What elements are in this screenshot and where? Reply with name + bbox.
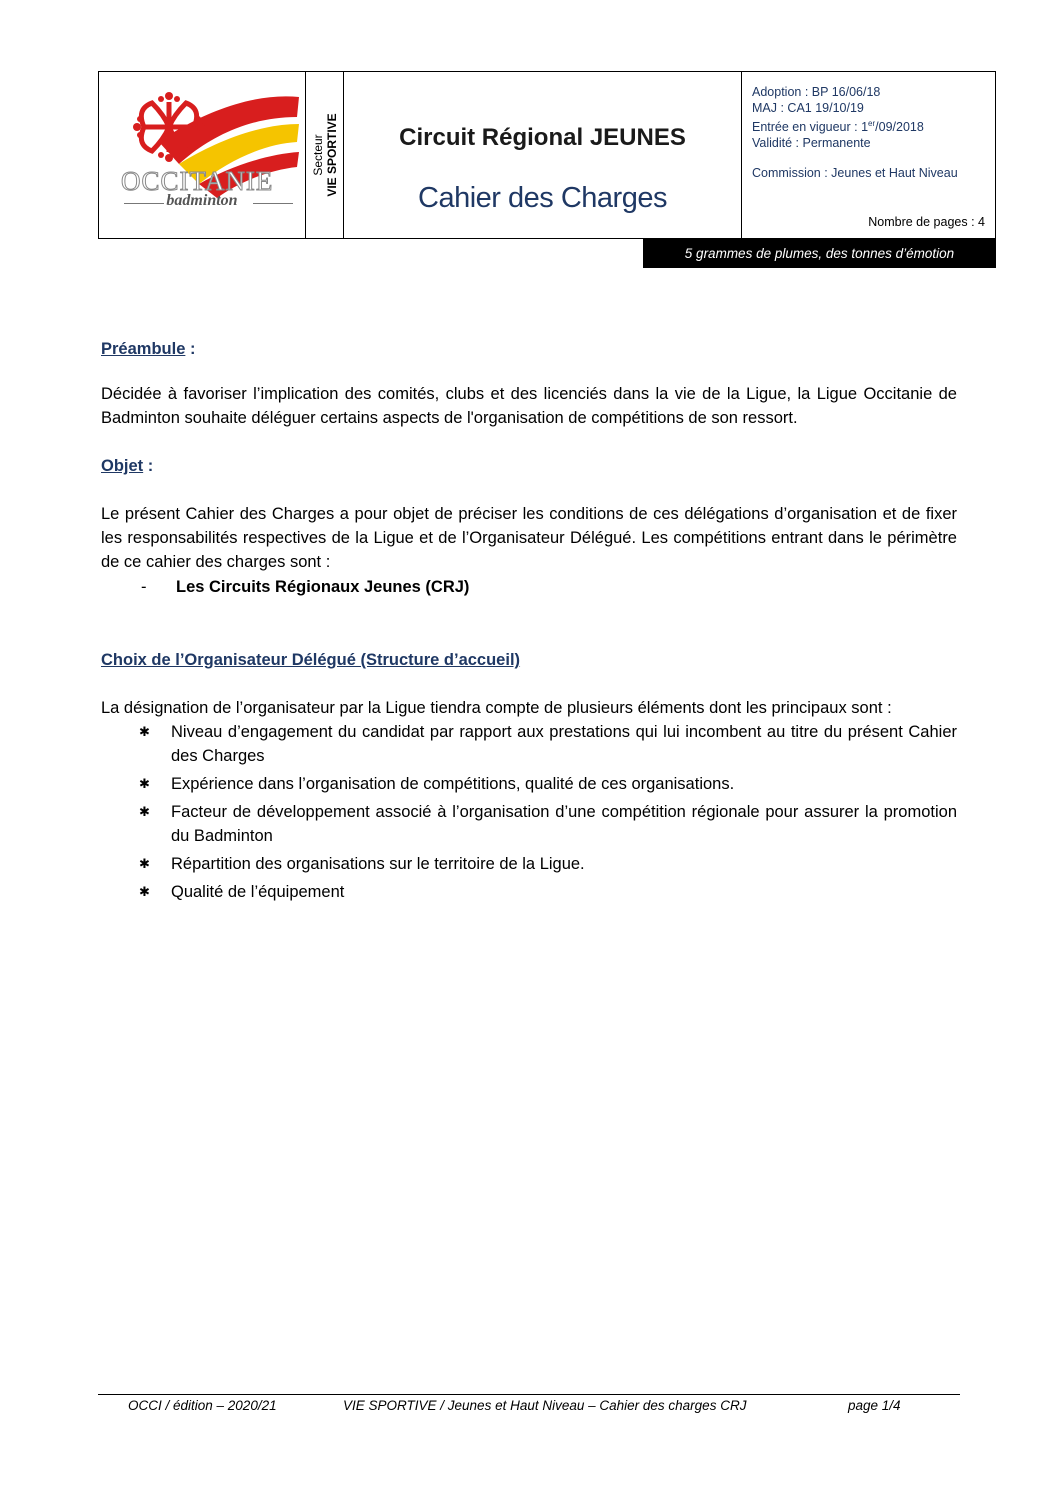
maj-line: MAJ : CA1 19/10/19 bbox=[752, 101, 864, 115]
dash-marker: - bbox=[141, 578, 147, 596]
sector-text bbox=[311, 113, 339, 196]
list-item bbox=[101, 772, 957, 796]
footer-page-number: page 1/4 bbox=[848, 1398, 901, 1413]
heading-preambule bbox=[101, 337, 195, 361]
bullet-text: Niveau d’engagement du candidat par rapport aux prestations qui lui incombent au titre du présent Cahier des Charges bbox=[171, 723, 957, 765]
slogan-bar bbox=[643, 239, 996, 268]
logo-word: OCCITANIE bbox=[121, 166, 274, 196]
choix-bullet-list bbox=[101, 720, 957, 908]
heading-choix-text: Choix de l’Organisateur Délégué (Structure d’accueil) bbox=[101, 651, 521, 669]
objet-item-text: Les Circuits Régionaux Jeunes (CRJ) bbox=[176, 578, 470, 596]
list-item bbox=[101, 852, 957, 876]
logo-rule-right bbox=[253, 203, 293, 204]
list-item bbox=[101, 720, 957, 768]
heading-objet bbox=[101, 454, 153, 478]
asterisk-bullet-icon: ✱ bbox=[139, 724, 150, 739]
footer-left: OCCI / édition – 2020/21 bbox=[128, 1398, 277, 1413]
entree-prefix: Entrée en vigueur : 1 bbox=[752, 120, 869, 135]
entree-sup: er bbox=[868, 119, 876, 128]
info-cell bbox=[742, 72, 995, 238]
bullet-text: Qualité de l’équipement bbox=[171, 883, 345, 901]
sector-value: VIE SPORTIVE bbox=[324, 113, 339, 197]
sector-cell bbox=[306, 72, 344, 238]
list-item bbox=[101, 880, 957, 904]
page-count: Nombre de pages : 4 bbox=[868, 215, 985, 229]
validite-line: Validité : Permanente bbox=[752, 136, 871, 151]
footer-center: VIE SPORTIVE / Jeunes et Haut Niveau – Cahier des charges CRJ bbox=[343, 1398, 747, 1413]
logo-cell bbox=[99, 72, 306, 238]
heading-preambule-text: Préambule bbox=[101, 340, 186, 358]
preambule-paragraph: Décidée à favoriser l’implication des comités, clubs et des licenciés dans la vie de la Ligue, la Ligue Occitanie de Badminton souhaite déléguer certains aspects de l'organisation de compétitions de son ressort. bbox=[101, 385, 957, 427]
entree-line bbox=[752, 116, 924, 135]
info-lines bbox=[752, 84, 924, 151]
logo-sub: badminton bbox=[166, 192, 238, 209]
choix-paragraph: La désignation de l’organisateur par la Ligue tiendra compte de plusieurs éléments dont les principaux sont : bbox=[101, 699, 892, 717]
heading-choix bbox=[101, 648, 520, 672]
title-cell bbox=[344, 72, 742, 238]
document-title: Circuit Régional JEUNES bbox=[399, 124, 686, 151]
objet-list-item bbox=[141, 575, 469, 599]
bullet-text: Expérience dans l’organisation de compétitions, qualité de ces organisations. bbox=[171, 775, 735, 793]
adoption-line: Adoption : BP 16/06/18 bbox=[752, 85, 881, 99]
sector-label: Secteur bbox=[310, 134, 325, 176]
bullet-text: Facteur de développement associé à l’organisation d’une compétition régionale pour assurer la promotion du Badminton bbox=[171, 803, 957, 845]
bullet-text: Répartition des organisations sur le territoire de la Ligue. bbox=[171, 855, 585, 873]
heading-objet-suffix: : bbox=[143, 457, 154, 475]
list-item bbox=[101, 800, 957, 848]
heading-objet-text: Objet bbox=[101, 457, 144, 475]
heading-preambule-suffix: : bbox=[185, 340, 196, 358]
asterisk-bullet-icon: ✱ bbox=[139, 884, 150, 899]
objet-paragraph: Le présent Cahier des Charges a pour objet de préciser les conditions de ces délégations d’organisation et de fixer les responsabilités respectives de la Ligue et de l’Organisateur Délégué. Les compétitions entrant dans le périmètre de ce cahier des charges sont : bbox=[101, 505, 957, 571]
occitanie-logo-icon bbox=[99, 72, 304, 238]
asterisk-bullet-icon: ✱ bbox=[139, 804, 150, 819]
document-subtitle: Cahier des Charges bbox=[418, 182, 667, 214]
commission-line: Commission : Jeunes et Haut Niveau bbox=[752, 166, 958, 180]
footer-rule bbox=[98, 1394, 960, 1395]
entree-suffix: /09/2018 bbox=[875, 120, 924, 135]
asterisk-bullet-icon: ✱ bbox=[139, 776, 150, 791]
logo-rule-left bbox=[124, 203, 164, 204]
header-table bbox=[98, 71, 996, 239]
asterisk-bullet-icon: ✱ bbox=[139, 856, 150, 871]
slogan-text: 5 grammes de plumes, des tonnes d’émotion bbox=[684, 246, 955, 261]
